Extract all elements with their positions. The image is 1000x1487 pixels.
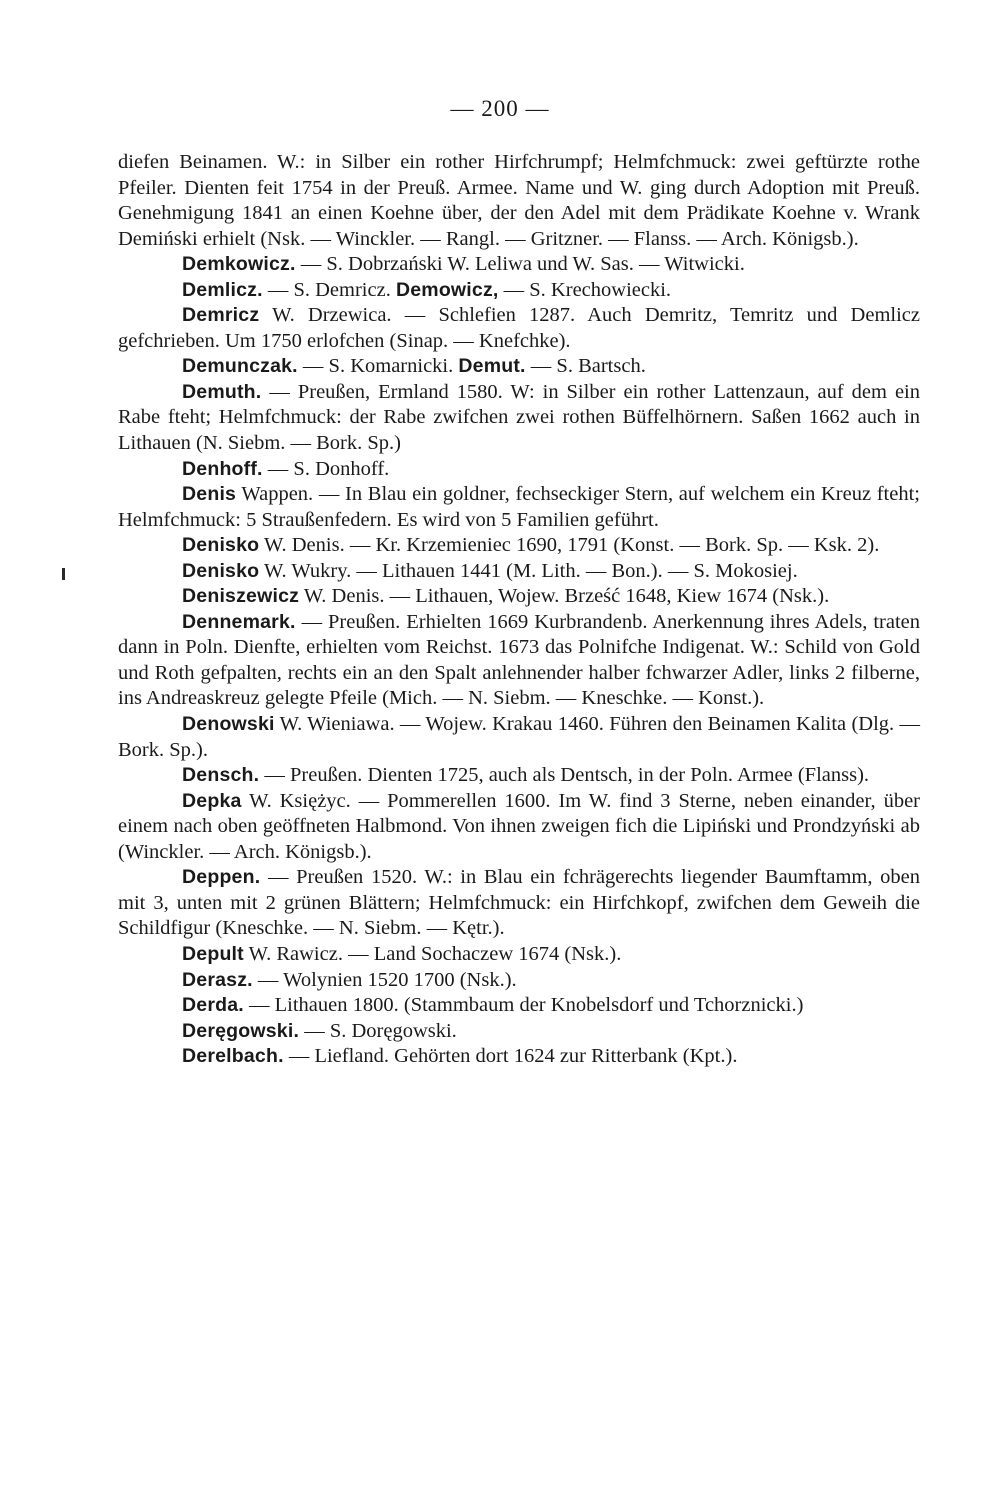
entry-text: W. Denis. — Lithauen, Wojew. Brześć 1648, Kiew 1674 (Nsk.). bbox=[299, 585, 830, 608]
entry bbox=[118, 993, 920, 1019]
entry-text: — S. Donhoff. bbox=[262, 457, 390, 480]
entry-lemma: Denhoff. bbox=[182, 457, 263, 480]
entry-lemma: Depka bbox=[182, 789, 242, 812]
entry-lemma: Depult bbox=[182, 942, 244, 965]
entry-text: — Liefland. Gehörten dort 1624 zur Ritterbank (Kpt.). bbox=[283, 1045, 738, 1068]
entry-lemma: Dennemark. bbox=[182, 610, 296, 633]
entry-lemma: Demowicz, bbox=[395, 278, 499, 301]
entry-lemma: Demunczak. bbox=[182, 355, 298, 378]
entry-lemma: Derelbach. bbox=[182, 1045, 284, 1068]
entry bbox=[118, 1019, 920, 1045]
entry-lemma: Denisko bbox=[182, 559, 260, 582]
entry-lemma: Deniszewicz bbox=[182, 585, 300, 608]
entry-text: W. Księżyc. — Pommerellen 1600. Im W. find 3 Sterne, neben einander, über einem nach oben geöffneten Halbmond. Von ihnen zweigen fich die Lipiński und Prondzyński ab (Winckler. — Arch. Königsb.). bbox=[118, 789, 920, 863]
entry-text: — Preußen. Erhielten 1669 Kurbrandenb. Anerkennung ihres Adels, traten dann in Poln. Dienfte, erhielten vom Reichst. 1673 das Polnifche Indigenat. W.: Schild von Gold und Roth gefpalten, rechts ein an den Spalt anlehnender halber fchwarzer Adler, links 2 filberne, ins Andreaskreuz gelegte Pfeile (Mich. — N. Siebm. — Kneschke. — Konst.). bbox=[118, 610, 920, 710]
entry-text: W. Drzewica. — Schlefien 1287. Auch Demritz, Temritz und Demlicz gefchrieben. Um 1750 erlofchen (Sinap. — Knefchke). bbox=[118, 304, 920, 352]
entry-text: W. Rawicz. — Land Sochaczew 1674 (Nsk.). bbox=[243, 942, 622, 965]
entry bbox=[118, 380, 920, 457]
entry-lemma: Demuth. bbox=[182, 380, 262, 403]
entry-text: — Preußen, Ermland 1580. W: in Silber ein rother Lattenzaun, auf dem ein Rabe fteht; Helmfchmuck: der Rabe zwifchen zwei rothen Büffelhörnern. Saßen 1662 auch in Lithauen (N. Siebm. — Bork. Sp.) bbox=[118, 380, 920, 455]
entry-lemma: Demlicz. bbox=[182, 278, 263, 301]
entry bbox=[118, 942, 920, 968]
entry-lemma: Deppen. bbox=[182, 866, 261, 889]
entry-text: — S. Komarnicki. bbox=[297, 355, 459, 378]
entry-text: — S. Doręgowski. bbox=[299, 1019, 457, 1042]
entry bbox=[118, 712, 920, 763]
entry-lemma: Denis bbox=[182, 483, 237, 506]
entry-text: — S. Demricz. bbox=[262, 278, 396, 301]
entry-text: W. Wieniawa. — Wojew. Krakau 1460. Führen den Beinamen Kalita (Dlg. — Bork. Sp.). bbox=[118, 713, 920, 761]
entry-text: — S. Dobrzański W. Leliwa und W. Sas. — Witwicki. bbox=[295, 253, 745, 276]
entry-lemma: Densch. bbox=[182, 764, 260, 787]
entry-list bbox=[118, 150, 920, 1070]
entry bbox=[118, 763, 920, 789]
entry-text: W. Denis. — Kr. Krzemieniec 1690, 1791 (Konst. — Bork. Sp. — Ksk. 2). bbox=[259, 534, 880, 557]
entry bbox=[118, 354, 920, 380]
entry-text: — Lithauen 1800. (Stammbaum der Knobelsdorf und Tchorznicki.) bbox=[243, 994, 804, 1017]
entry-lemma: Derasz. bbox=[182, 968, 253, 991]
entry-text: — S. Krechowiecki. bbox=[498, 278, 672, 301]
entry-lemma: Denisko bbox=[182, 534, 260, 557]
entry-text: Wappen. — In Blau ein goldner, fechseckiger Stern, auf welchem ein Kreuz fteht; Helmfchmuck: 5 Straußenfedern. Es wird von 5 Familien geführt. bbox=[118, 483, 920, 531]
entry bbox=[118, 1044, 920, 1070]
entry bbox=[118, 278, 920, 304]
entry-text: diefen Beinamen. W.: in Silber ein rother Hirfchrumpf; Helmfchmuck: zwei geftürzte rothe Pfeiler. Dienten feit 1754 in der Preuß. Armee. Name und W. ging durch Adoption mit Preuß. Genehmigung 1841 an einen Koehne über, der den Adel mit dem Prädikate Koehne v. Wrank Demiński erhielt (Nsk. — Winckler. — Rangl. — Gritzner. — Flanss. — Arch. Königsb.). bbox=[118, 151, 920, 250]
entry-text: — Preußen. Dienten 1725, auch als Dentsch, in der Poln. Armee (Flanss). bbox=[259, 764, 870, 787]
entry bbox=[118, 533, 920, 559]
entry bbox=[118, 252, 920, 278]
entry bbox=[118, 559, 920, 585]
page-number: — 200 — bbox=[450, 96, 550, 121]
entry-lemma: Demkowicz. bbox=[182, 253, 296, 276]
entry bbox=[118, 457, 920, 483]
entry-lemma: Demricz bbox=[182, 304, 260, 327]
entry bbox=[118, 610, 920, 712]
entry-lemma: Demut. bbox=[458, 355, 526, 378]
entry-text: — S. Bartsch. bbox=[525, 355, 646, 378]
entry-text: — Preußen 1520. W.: in Blau ein fchrägerechts liegender Baumftamm, oben mit 3, unten mit 2 grünen Blättern; Helmfchmuck: ein Hirfchkopf, zwifchen dem Geweih die Schildfigur (Kneschke. — N. Siebm. — Kętr.). bbox=[118, 866, 920, 940]
entry-lemma: Denowski bbox=[182, 713, 275, 736]
margin-mark bbox=[62, 568, 65, 580]
entry bbox=[118, 865, 920, 942]
entry-text: W. Wukry. — Lithauen 1441 (M. Lith. — Bon.). — S. Mokosiej. bbox=[259, 559, 798, 582]
entry-lemma: Deręgowski. bbox=[182, 1019, 300, 1042]
entry bbox=[118, 482, 920, 533]
entry-text: — Wolynien 1520 1700 (Nsk.). bbox=[252, 968, 517, 991]
entry-continuation bbox=[118, 150, 920, 252]
entry-lemma: Derda. bbox=[182, 994, 244, 1017]
entry bbox=[118, 968, 920, 994]
entry bbox=[118, 789, 920, 866]
entry bbox=[118, 584, 920, 610]
entry bbox=[118, 303, 920, 354]
